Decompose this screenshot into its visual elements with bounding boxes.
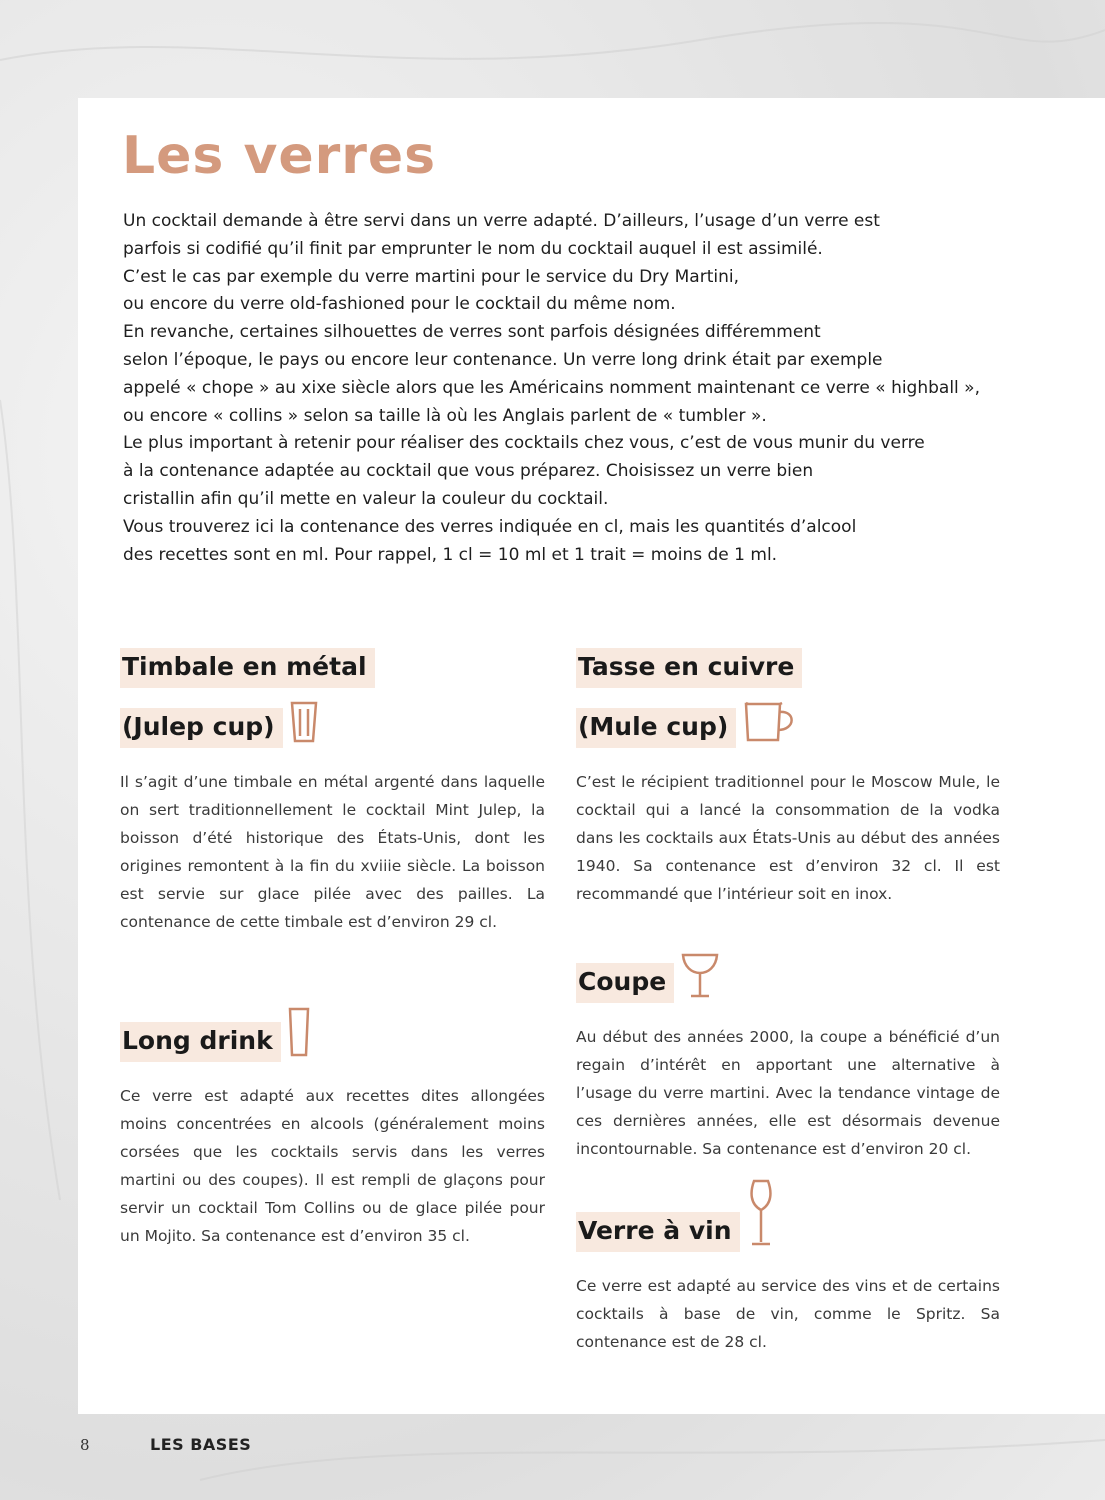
section-text: Au début des années 2000, la coupe a bénéficié d’un regain d’intérêt en apportant une alternative à l’usage du verre martini. Avec la tendance vintage de ces dernières années, elle est désormais devenue incontournable. Sa contenance est d’environ 20 cl. <box>576 1028 1000 1158</box>
section-text: Il s’agit d’une timbale en métal argenté dans laquelle on sert traditionnellement le cocktail Mint Julep, la boisson d’été historique des États-Unis, dont les origines remontent à la fin du xviiie siècle. La boisson est servie sur glace pilée avec des pailles. La contenance de cette timbale est d’environ 29 cl. <box>120 773 545 931</box>
intro-line: Le plus important à retenir pour réaliser des cocktails chez vous, c’est de vous munir du verre <box>123 433 925 454</box>
section-title: Long drink <box>120 1022 281 1062</box>
julep-cup-icon <box>289 700 319 748</box>
intro-line: appelé « chope » au xixe siècle alors que les Américains nomment maintenant ce verre « highball », <box>123 377 980 398</box>
intro-line: En revanche, certaines silhouettes de verres sont parfois désignées différemment <box>123 322 821 343</box>
section-title: Timbale en métal <box>120 648 375 688</box>
wine-glass-icon <box>746 1178 776 1252</box>
section-text: Ce verre est adapté aux recettes dites allongées moins concentrées en alcools (généralement moins corsées que les cocktails servis dans les verres martini ou des coupes). Il est rempli de glaçons pour servir un cocktail Tom Collins ou de glace pilée pour un Mojito. Sa contenance est d’environ 35 cl. <box>120 1087 545 1245</box>
section-text: C’est le récipient traditionnel pour le Moscow Mule, le cocktail qui a lancé la consommation de la vodka dans les cocktails aux États-Unis au début des années 1940. Sa contenance est d’environ 32 cl. Il est recommandé que l’intérieur soit en inox. <box>576 773 1000 903</box>
intro-line: Un cocktail demande à être servi dans un verre adapté. D’ailleurs, l’usage d’un verre est <box>123 211 880 231</box>
section-text: Ce verre est adapté au service des vins et de certains cocktails à base de vin, comme le Spritz. Sa contenance est de 28 cl. <box>576 1277 1000 1351</box>
intro-line: parfois si codifié qu’il finit par emprunter le nom du cocktail auquel il est assimilé. <box>123 238 823 259</box>
page-title: Les verres <box>122 126 437 186</box>
coupe-glass-icon <box>680 951 720 1003</box>
content-panel <box>78 98 1105 1414</box>
intro-line: ou encore « collins » selon sa taille là où les Anglais parlent de « tumbler ». <box>123 405 767 426</box>
section-subtitle: (Mule cup) <box>576 708 736 748</box>
intro-line: Vous trouverez ici la contenance des verres indiquée en cl, mais les quantités d’alcool <box>123 516 857 537</box>
intro-line: selon l’époque, le pays ou encore leur contenance. Un verre long drink était par exemple <box>123 349 883 370</box>
section-verre-a-vin <box>576 1178 1000 1356</box>
section-julep-cup <box>120 648 545 936</box>
section-title: Coupe <box>576 963 674 1003</box>
section-mule-cup <box>576 648 1000 908</box>
section-long-drink <box>120 1006 545 1250</box>
intro-line: ou encore du verre old-fashioned pour le cocktail du même nom. <box>123 294 676 315</box>
section-subtitle: (Julep cup) <box>120 708 283 748</box>
intro-line: C’est le cas par exemple du verre martini pour le service du Dry Martini, <box>123 266 740 287</box>
intro-line: cristallin afin qu’il mette en valeur la couleur du cocktail. <box>123 488 609 509</box>
section-title: Tasse en cuivre <box>576 648 802 688</box>
highball-glass-icon <box>287 1006 311 1062</box>
mule-mug-icon <box>742 700 798 748</box>
intro-line: des recettes sont en ml. Pour rappel, 1 cl = 10 ml et 1 trait = moins de 1 ml. <box>123 544 778 565</box>
page-number: 8 <box>80 1436 90 1454</box>
intro-line: à la contenance adaptée au cocktail que vous préparez. Choisissez un verre bien <box>123 461 814 482</box>
section-title: Verre à vin <box>576 1212 740 1252</box>
section-footer-label: LES BASES <box>150 1435 252 1454</box>
section-coupe <box>576 951 1000 1163</box>
intro-paragraph <box>123 208 980 569</box>
